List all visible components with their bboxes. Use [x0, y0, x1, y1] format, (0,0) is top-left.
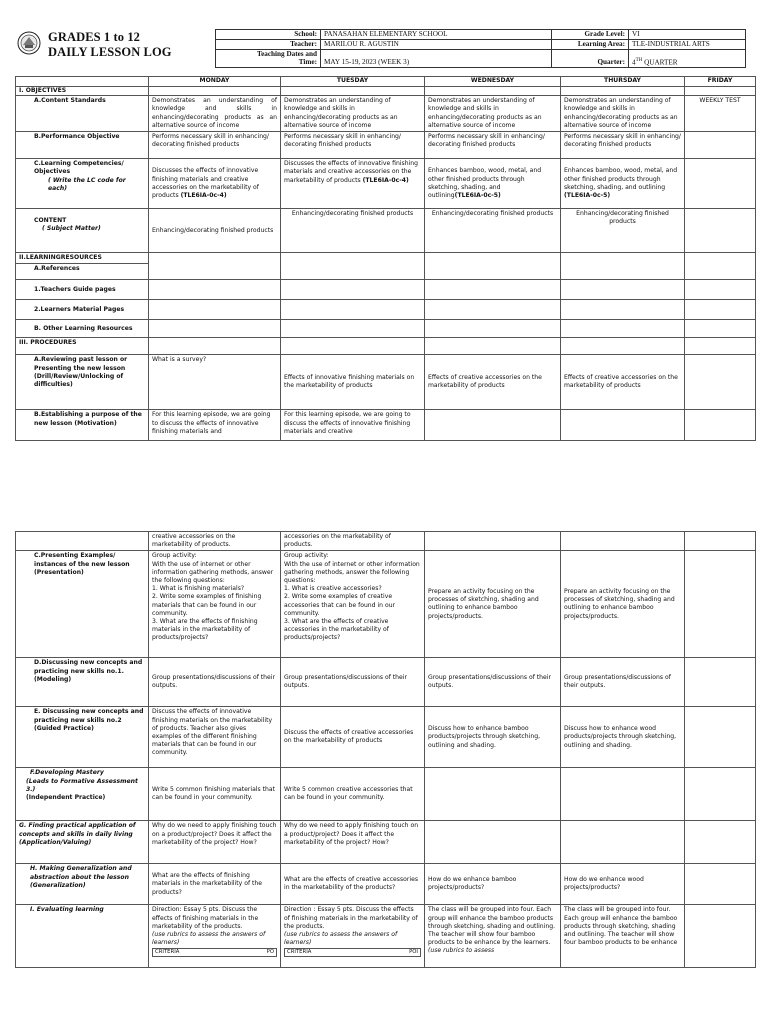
evaluating-wed-text: The class will be grouped into four. Each group will enhance the bamboo products through sketching, shading and outlining. The teacher will show four bamboo products to be enhance by the learners.: [428, 906, 556, 947]
application-row: [16, 821, 756, 864]
evaluating-tue-note: (use rubrics to assess the answers of learners): [284, 931, 398, 947]
content-standards-tue: Demonstrates an understanding of knowledge and skills in enhancing/decorating products as an alternative source of income: [281, 96, 425, 132]
generalization-row: [16, 864, 756, 905]
performance-mon: Performs necessary skill in enhancing/ decorating finished products: [149, 132, 281, 159]
evaluating-label: I. Evaluating learning: [16, 905, 149, 968]
quarter-suffix: TH: [635, 57, 643, 63]
competencies-thu-text: Enhances bamboo, wood, metal, and other finished products through sketching, shading, and outlining: [564, 167, 678, 191]
corner-cell: [16, 77, 149, 87]
mastery-tue: Write 5 common creative accessories that can be found in your community.: [281, 768, 425, 821]
day-thursday: THURSDAY: [561, 77, 685, 87]
title-line-2: DAILY LESSON LOG: [48, 45, 172, 59]
mastery-mon: Write 5 common finishing materials that can be found in your community.: [149, 768, 281, 821]
review-tue: Effects of innovative finishing materials on the marketability of products: [281, 355, 425, 410]
review-mon: What is a survey?: [149, 355, 281, 410]
purpose-cont-row: [16, 532, 756, 551]
modeling-tue: Group presentations/discussions of their outputs.: [281, 658, 425, 707]
resources-row: [16, 253, 756, 264]
learning-area-label: Learning Area:: [552, 40, 629, 50]
competencies-row: [16, 159, 756, 209]
presenting-row: [16, 551, 756, 658]
tg-pages-label: 1.Teachers Guide pages: [16, 280, 149, 300]
evaluating-tue-text: Direction : Essay 5 pts. Discuss the effects of finishing materials in the marketability of the products.: [284, 906, 418, 930]
teacher-label: Teacher:: [216, 40, 321, 50]
purpose-label: B.Establishing a purpose of the new lesson (Motivation): [16, 410, 149, 441]
deped-seal-icon: [17, 31, 41, 55]
evaluating-wed: [425, 905, 561, 968]
competencies-thu: [561, 159, 685, 209]
presenting-mon: Group activity: With the use of internet or other information gathering methods, answer the following questions: 1. What is finishing materials? 2. Write some examples of finishing materials that can be found in our community. 3. What are the effects of finishing materials in the marketability of products/projects?: [149, 551, 281, 658]
school-value: PANASAHAN ELEMENTARY SCHOOL: [321, 30, 552, 40]
application-label: G. Finding practical application of concepts and skills in daily living (Application/Valuing): [16, 821, 149, 864]
header: [15, 28, 755, 76]
competencies-thu-code: (TLE6IA-0c-5): [564, 191, 611, 199]
generalization-tue: What are the effects of creative accessories in the marketability of the products?: [281, 864, 425, 905]
quarter-label: Quarter:: [552, 50, 629, 68]
objectives-label: I. OBJECTIVES: [16, 87, 149, 96]
generalization-wed: How do we enhance bamboo projects/products?: [425, 864, 561, 905]
day-friday: FRIDAY: [685, 77, 756, 87]
competencies-wed-code: (TLE6IA-0c-5): [454, 191, 501, 199]
criteria-table-mon: [152, 948, 277, 957]
criteria-tue-label: CRITERIA: [287, 949, 312, 956]
mastery-label-1: F.Developing Mastery: [30, 769, 104, 777]
references-label: A.References: [16, 264, 149, 280]
competencies-note: ( Write the LC code for each): [48, 176, 126, 192]
quarter-word: QUARTER: [642, 58, 678, 67]
presenting-thu: Prepare an activity focusing on the processes of sketching, shading and outlining to enhance bamboo projects/products.: [561, 551, 685, 658]
lm-pages-label: 2.Learners Material Pages: [16, 300, 149, 320]
day-wednesday: WEDNESDAY: [425, 77, 561, 87]
generalization-label: H. Making Generalization and abstraction about the lesson (Generalization): [16, 864, 149, 905]
performance-label: B.Performance Objective: [16, 132, 149, 159]
grade-level-label: Grade Level:: [552, 30, 629, 40]
procedures-label: III. PROCEDURES: [16, 338, 149, 355]
content-tue: Enhancing/decorating finished products: [281, 209, 425, 253]
title-line-1: GRADES 1 to 12: [48, 30, 141, 44]
resources-label: II.LEARNINGRESOURCES: [16, 253, 149, 264]
competencies-tue-text: Discusses the effects of innovative finishing materials and creative accessories on the marketability of products: [284, 160, 418, 184]
teaching-dates-label-1: Teaching Dates and: [256, 50, 317, 58]
evaluating-tue: [281, 905, 425, 968]
content-standards-thu: Demonstrates an understanding of knowledge and skills in enhancing/decorating products as an alternative source of income: [561, 96, 685, 132]
teacher-value: MARILOU R. AGUSTIN: [321, 40, 552, 50]
guided-wed: Discuss how to enhance bamboo products/projects through sketching, outlining and shading.: [425, 707, 561, 768]
evaluating-mon-text: Direction: Essay 5 pts. Discuss the effects of finishing materials in the marketability of the products.: [152, 906, 259, 930]
modeling-wed: Group presentations/discussions of their outputs.: [425, 658, 561, 707]
competencies-label-1: C.Learning Competencies/: [34, 160, 124, 168]
modeling-thu: Group presentations/discussions of their outputs.: [561, 658, 685, 707]
modeling-label: D.Discussing new concepts and practicing new skills no.1. (Modeling): [16, 658, 149, 707]
competencies-mon-text: Discusses the effects of innovative finishing materials and creative accessories on the marketability of products: [152, 167, 259, 199]
review-label: A.Reviewing past lesson or Presenting the new lesson (Drill/Review/Unlocking of difficulties): [16, 355, 149, 410]
evaluating-wed-note: (use rubrics to assess: [428, 947, 495, 955]
purpose-row: [16, 410, 756, 441]
guided-label: E. Discussing new concepts and practicing new skills no.2 (Guided Practice): [16, 707, 149, 768]
guided-mon: Discuss the effects of innovative finishing materials on the marketability of products. Teacher also gives examples of the different finishing materials that can be found in our community.: [149, 707, 281, 768]
lesson-log-page-1: [15, 28, 755, 441]
content-standards-label: A.Content Standards: [16, 96, 149, 132]
teaching-dates-label-2: Time:: [298, 58, 317, 67]
criteria-table-tue: [284, 948, 421, 957]
competencies-mon-code: (TLE6IA-0c-4): [180, 191, 227, 199]
quarter-number: 4: [632, 58, 636, 67]
purpose-mon: For this learning episode, we are going to discuss the effects of innovative finishing materials and: [149, 410, 281, 441]
modeling-row: [16, 658, 756, 707]
review-thu: Effects of creative accessories on the marketability of products: [561, 355, 685, 410]
presenting-tue: Group activity: With the use of internet or other information gathering methods, answer the following questions: 1. What is creative accessories? 2. Write some examples of creative accessories that can be found in our community. 3. What are the effects of creative accessories in the marketability of products/projects?: [281, 551, 425, 658]
competencies-wed: [425, 159, 561, 209]
review-wed: Effects of creative accessories on the marketability of products: [425, 355, 561, 410]
purpose-cont-mon: creative accessories on the marketability of products.: [149, 532, 281, 551]
content-thu: Enhancing/decorating finished products: [561, 209, 685, 253]
other-resources-label: B. Other Learning Resources: [16, 320, 149, 338]
performance-tue: Performs necessary skill in enhancing/ decorating finished products: [281, 132, 425, 159]
competencies-mon: [149, 159, 281, 209]
mastery-label-3: (Independent Practice): [26, 794, 106, 802]
purpose-cont-tue: accessories on the marketability of products.: [281, 532, 425, 551]
objectives-row: [16, 87, 756, 96]
lesson-grid-page-1: [15, 76, 756, 441]
purpose-cont-label: [16, 532, 149, 551]
content-row: [16, 209, 756, 253]
modeling-mon: Group presentations/discussions of their outputs.: [149, 658, 281, 707]
review-row: [16, 355, 756, 410]
school-label: School:: [216, 30, 321, 40]
procedures-row: [16, 338, 756, 355]
criteria-mon-points: PO: [266, 949, 274, 956]
evaluating-mon: [149, 905, 281, 968]
generalization-thu: How do we enhance wood projects/products?: [561, 864, 685, 905]
content-label-text: CONTENT: [34, 217, 67, 225]
lesson-log-page-2: [15, 531, 755, 968]
mastery-row: [16, 768, 756, 821]
content-standards-fri: WEEKLY TEST: [685, 96, 756, 132]
learning-area-value: TLE-INDUSTRIAL ARTS: [629, 40, 746, 50]
day-header-row: [16, 77, 756, 87]
competencies-tue: [281, 159, 425, 209]
application-mon: Why do we need to apply finishing touch on a product/project? Does it affect the marketability of the project? How?: [149, 821, 281, 864]
presenting-label: C.Presenting Examples/ instances of the new lesson (Presentation): [16, 551, 149, 658]
lesson-grid-page-2: [15, 531, 756, 968]
day-tuesday: TUESDAY: [281, 77, 425, 87]
header-info-table: [215, 29, 746, 68]
evaluating-thu: The class will be grouped into four. Each group will enhance the bamboo products through sketching, shading and outlining. The teacher will show four bamboo products to be enhance: [561, 905, 685, 968]
competencies-label: [16, 159, 149, 209]
performance-thu: Performs necessary skill in enhancing/ decorating finished products: [561, 132, 685, 159]
quarter-value: [629, 50, 746, 68]
generalization-mon: What are the effects of finishing materials in the marketability of the products?: [149, 864, 281, 905]
content-label: [16, 209, 149, 253]
lm-pages-row: [16, 300, 756, 320]
competencies-tue-code: (TLE6IA-0c-4): [362, 176, 409, 184]
presenting-wed: Prepare an activity focusing on the processes of sketching, shading and outlining to enhance bamboo projects/products.: [425, 551, 561, 658]
criteria-mon-label: CRITERIA: [155, 949, 180, 956]
competencies-label-2: Objectives: [34, 168, 71, 176]
criteria-tue-points: POI: [409, 949, 418, 956]
teaching-dates-label: [216, 50, 321, 68]
other-resources-row: [16, 320, 756, 338]
content-note: ( Subject Matter): [42, 225, 101, 233]
content-standards-wed: Demonstrates an understanding of knowledge and skills in enhancing/decorating products as an alternative source of income: [425, 96, 561, 132]
guided-thu: Discuss how to enhance wood products/projects through sketching, outlining and shading.: [561, 707, 685, 768]
performance-row: [16, 132, 756, 159]
mastery-label: [16, 768, 149, 821]
day-monday: MONDAY: [149, 77, 281, 87]
content-standards-row: [16, 96, 756, 132]
content-wed: Enhancing/decorating finished products: [425, 209, 561, 253]
guided-tue: Discuss the effects of creative accessories on the marketability of products: [281, 707, 425, 768]
grade-level-value: VI: [629, 30, 746, 40]
guided-row: [16, 707, 756, 768]
performance-wed: Performs necessary skill in enhancing/ decorating finished products: [425, 132, 561, 159]
tg-pages-row: [16, 280, 756, 300]
mastery-label-2: (Leads to Formative Assessment 3.): [26, 777, 138, 793]
application-tue: Why do we need to apply finishing touch on a product/project? Does it affect the marketability of the project? How?: [281, 821, 425, 864]
content-mon: Enhancing/decorating finished products: [149, 209, 281, 253]
evaluating-row: [16, 905, 756, 968]
document-title: [48, 30, 172, 60]
evaluating-mon-note: (use rubrics to assess the answers of learners): [152, 931, 266, 947]
teaching-dates-value: MAY 15-19, 2023 (WEEK 3): [321, 50, 552, 68]
purpose-tue: For this learning episode, we are going to discuss the effects of innovative finishing materials and creative: [281, 410, 425, 441]
competencies-wed-text: Enhances bamboo, wood, metal, and other finished products through sketching, shading, and outlining: [428, 167, 542, 199]
content-standards-mon: Demonstrates an understanding of knowledge and skills in enhancing/decorating products as an alternative source of income: [149, 96, 281, 132]
